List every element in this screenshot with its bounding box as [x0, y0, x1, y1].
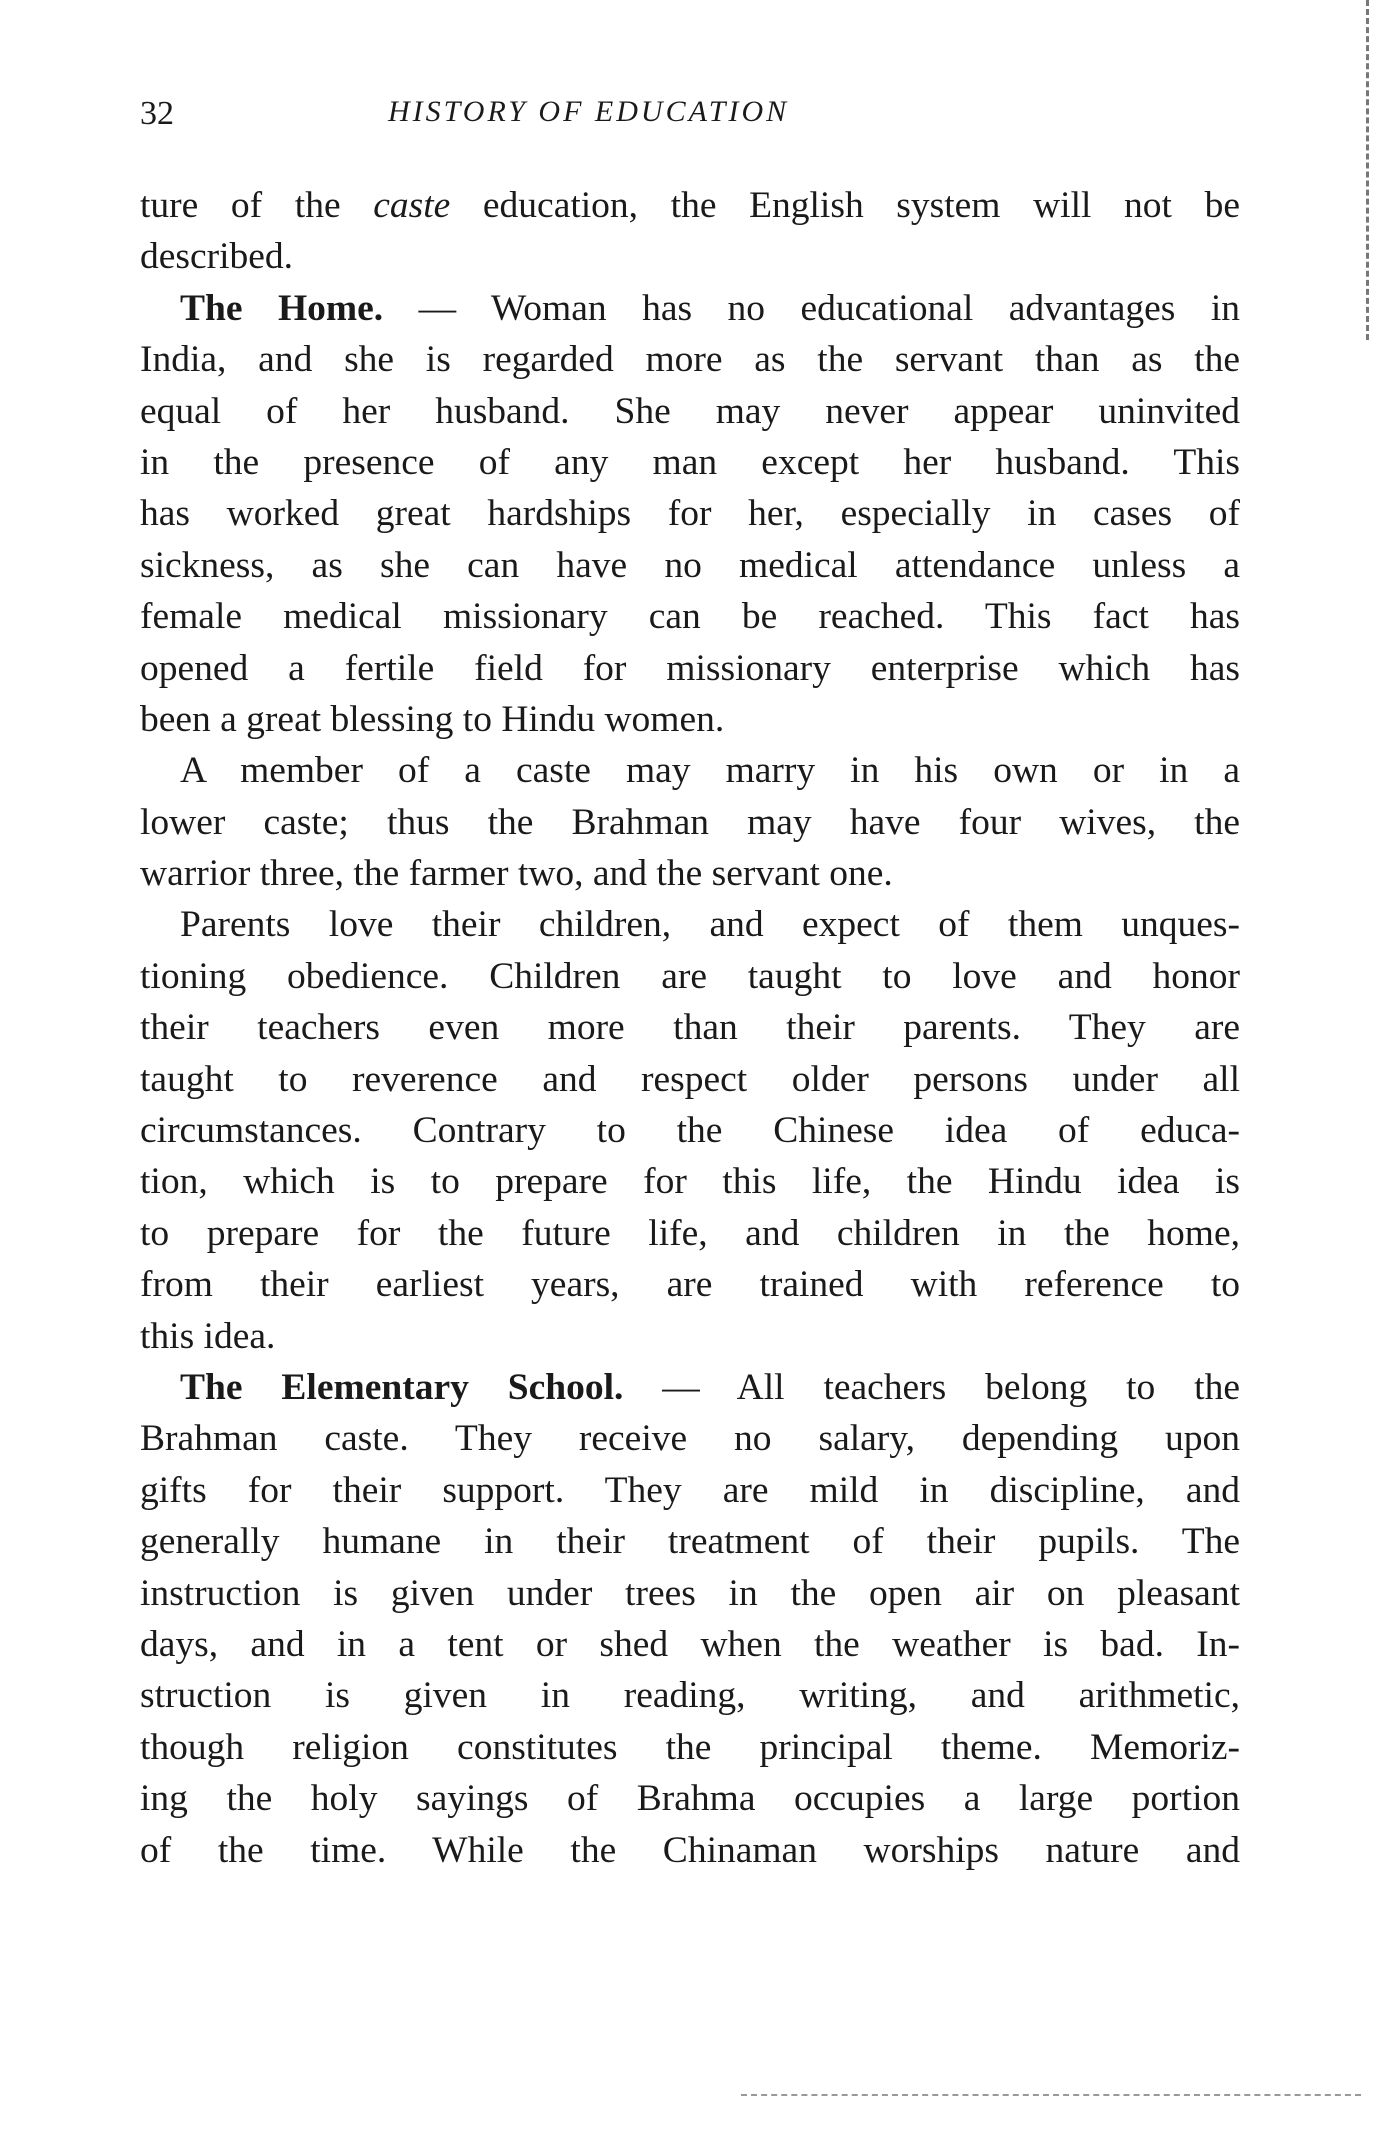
text-span: this idea. — [140, 1315, 276, 1357]
text-line — [140, 1825, 1240, 1876]
text-span: ing the holy sayings of Brahma occupies a large portion — [140, 1778, 1240, 1820]
text-span: — All teachers belong to the — [623, 1366, 1240, 1408]
text-span: instruction is given under trees in the open air on pleasant — [140, 1572, 1240, 1614]
text-line — [140, 1362, 1240, 1413]
scan-edge-artifact — [1366, 0, 1369, 340]
text-line — [140, 899, 1240, 950]
text-line — [140, 951, 1240, 1002]
text-span: warrior three, the farmer two, and the servant one. — [140, 853, 893, 895]
text-line — [140, 1413, 1240, 1464]
text-span: lower caste; thus the Brahman may have four wives, the — [140, 801, 1240, 843]
text-line — [140, 1208, 1240, 1259]
text-span: Parents love their children, and expect of them unques- — [180, 904, 1240, 946]
running-title: HISTORY OF EDUCATION — [388, 95, 790, 128]
text-span: of the time. While the Chinaman worships nature and — [140, 1829, 1240, 1871]
text-span: ture of the — [140, 185, 374, 226]
scan-bottom-artifact — [741, 2094, 1361, 2096]
text-span: from their earliest years, are trained with reference to — [140, 1264, 1240, 1306]
text-line — [140, 1054, 1240, 1105]
text-span: gifts for their support. They are mild in discipline, and — [140, 1469, 1240, 1511]
text-span: circumstances. Contrary to the Chinese idea of educa- — [140, 1110, 1240, 1152]
text-line — [140, 1465, 1240, 1516]
text-line — [140, 283, 1240, 334]
text-span: A member of a caste may marry in his own or in a — [180, 750, 1240, 792]
text-span: their teachers even more than their parents. They are — [140, 1007, 1240, 1049]
section-heading: The Home. — [180, 287, 384, 329]
text-line — [140, 1722, 1240, 1773]
text-line — [140, 591, 1240, 642]
text-line — [140, 1311, 1240, 1362]
text-line — [140, 745, 1240, 796]
text-line — [140, 231, 1240, 282]
text-line — [140, 694, 1240, 745]
text-span: to prepare for the future life, and children in the home, — [140, 1212, 1240, 1254]
section-heading: The Elementary School. — [180, 1366, 624, 1408]
text-span: sickness, as she can have no medical attendance unless a — [140, 544, 1240, 586]
text-span: described. — [140, 236, 294, 278]
text-span: days, and in a tent or shed when the weather is bad. In- — [140, 1623, 1240, 1665]
text-line — [140, 1105, 1240, 1156]
text-line — [140, 386, 1240, 437]
text-line — [140, 334, 1240, 385]
text-span: education, the English system will not be — [450, 185, 1240, 226]
text-span: tioning obedience. Children are taught to love and honor — [140, 955, 1240, 997]
text-span: equal of her husband. She may never appear uninvited — [140, 390, 1240, 432]
text-span: India, and she is regarded more as the servant than as the — [140, 339, 1240, 381]
page-number: 32 — [140, 95, 174, 132]
text-span: Brahman caste. They receive no salary, depending upon — [140, 1418, 1240, 1460]
text-line — [140, 1568, 1240, 1619]
text-span: though religion constitutes the principal theme. Memoriz- — [140, 1726, 1240, 1768]
text-line — [140, 1773, 1240, 1824]
emphasis-text: caste — [373, 185, 451, 226]
text-line — [140, 437, 1240, 488]
text-line — [140, 1516, 1240, 1567]
text-line — [140, 488, 1240, 539]
text-line — [140, 1619, 1240, 1670]
text-span: has worked great hardships for her, especially in cases of — [140, 493, 1240, 535]
text-span: struction is given in reading, writing, and arithmetic, — [140, 1675, 1240, 1717]
text-span: taught to reverence and respect older persons under all — [140, 1058, 1240, 1100]
text-line — [140, 643, 1240, 694]
text-line — [140, 180, 1240, 231]
text-line — [140, 848, 1240, 899]
text-line — [140, 1002, 1240, 1053]
text-span: — Woman has no educational advantages in — [383, 287, 1240, 329]
text-line — [140, 797, 1240, 848]
text-span: tion, which is to prepare for this life, the Hindu idea is — [140, 1161, 1240, 1203]
text-line — [140, 1670, 1240, 1721]
text-span: been a great blessing to Hindu women. — [140, 698, 725, 740]
text-span: female medical missionary can be reached. This fact has — [140, 596, 1240, 638]
text-line — [140, 1156, 1240, 1207]
text-span: opened a fertile field for missionary enterprise which has — [140, 647, 1240, 689]
text-span: generally humane in their treatment of their pupils. The — [140, 1521, 1240, 1563]
text-line — [140, 1259, 1240, 1310]
text-line — [140, 540, 1240, 591]
text-span: in the presence of any man except her husband. This — [140, 441, 1240, 483]
body-text — [140, 180, 1240, 1876]
